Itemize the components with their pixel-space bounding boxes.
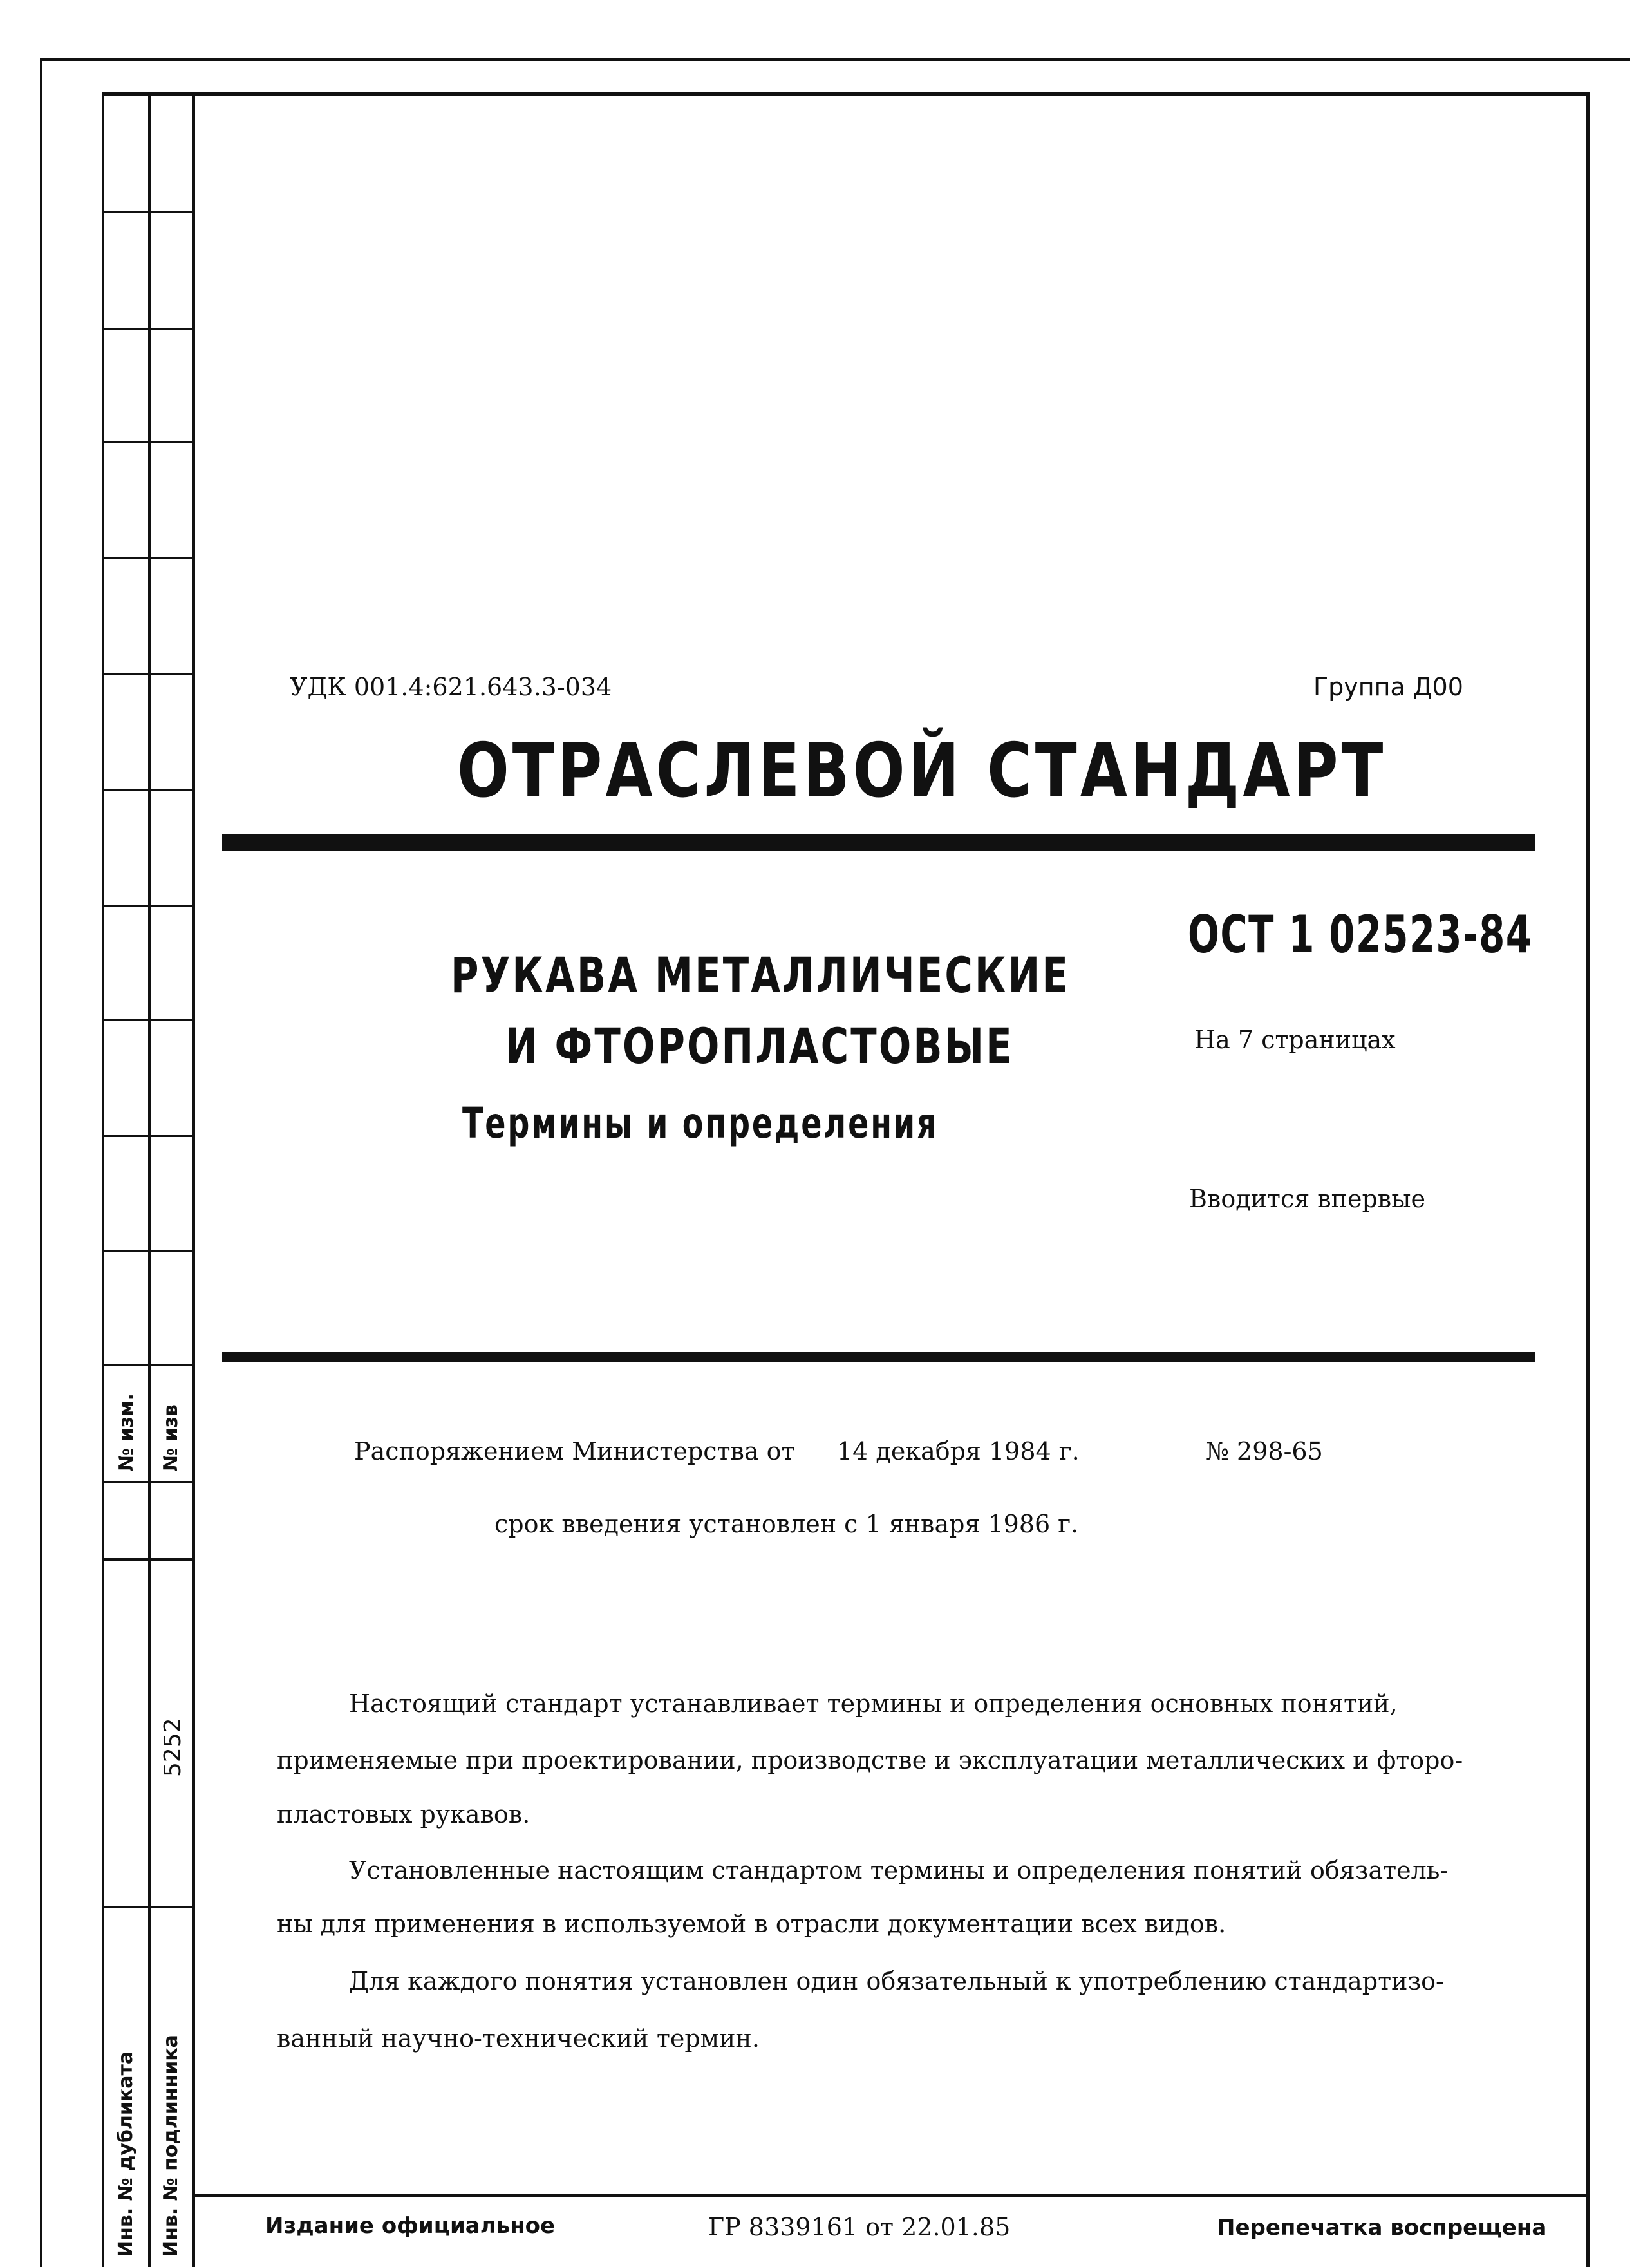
paragraph-3-line-1: Для каждого понятия установлен один обязательный к употреблению стандартизо- <box>349 1967 1444 1995</box>
paragraph-2-line-2: ны для применения в используемой в отрасли документации всех видов. <box>277 1910 1226 1938</box>
page-count: На 7 страницах <box>1194 1026 1396 1054</box>
title-rule <box>222 1352 1535 1362</box>
standard-number: ОСТ 1 02523-84 <box>1188 905 1533 964</box>
paragraph-3-line-2: ванный научно-технический термин. <box>277 2024 760 2053</box>
paragraph-1-line-3: пластовых рукавов. <box>277 1800 530 1829</box>
registration-number: ГР 8339161 от 22.01.85 <box>708 2213 1011 2241</box>
stamp-inventory-number: 5252 <box>160 1718 186 1777</box>
banner-rule <box>222 834 1535 851</box>
paragraph-2-line-1: Установленные настоящим стандартом термины и определения понятий обязатель- <box>349 1856 1449 1885</box>
stamp-original-label: Инв. № подлинника <box>160 2035 182 2257</box>
document-banner: ОТРАСЛЕВОЙ СТАНДАРТ <box>457 728 1387 814</box>
reprint-notice: Перепечатка воспрещена <box>1217 2215 1547 2241</box>
paragraph-1-line-1: Настоящий стандарт устанавливает термины и определения основных понятий, <box>349 1689 1398 1718</box>
stamp-notice-number: № изв <box>160 1404 182 1471</box>
stamp-duplicate-label: Инв. № дубликата <box>115 2051 137 2257</box>
title-line-1: РУКАВА МЕТАЛЛИЧЕСКИЕ <box>451 946 1070 1004</box>
stamp-change-number: № изм. <box>115 1393 138 1471</box>
introduction-status: Вводится впервые <box>1189 1185 1425 1213</box>
effective-date: срок введения установлен с 1 января 1986 г. <box>494 1510 1079 1538</box>
title-line-2: И ФТОРОПЛАСТОВЫЕ <box>505 1017 1014 1075</box>
title-subtitle: Термины и определения <box>462 1098 939 1148</box>
order-text: Распоряжением Министерства от <box>354 1437 795 1465</box>
order-date: 14 декабря 1984 г. <box>837 1437 1080 1465</box>
udk-code: УДК 001.4:621.643.3-034 <box>290 673 612 701</box>
order-number: № 298-65 <box>1206 1437 1323 1465</box>
edition-label: Издание официальное <box>265 2213 556 2239</box>
paragraph-1-line-2: применяемые при проектировании, производстве и эксплуатации металлических и фторо- <box>277 1746 1463 1774</box>
group-code: Группа Д00 <box>1313 673 1463 701</box>
